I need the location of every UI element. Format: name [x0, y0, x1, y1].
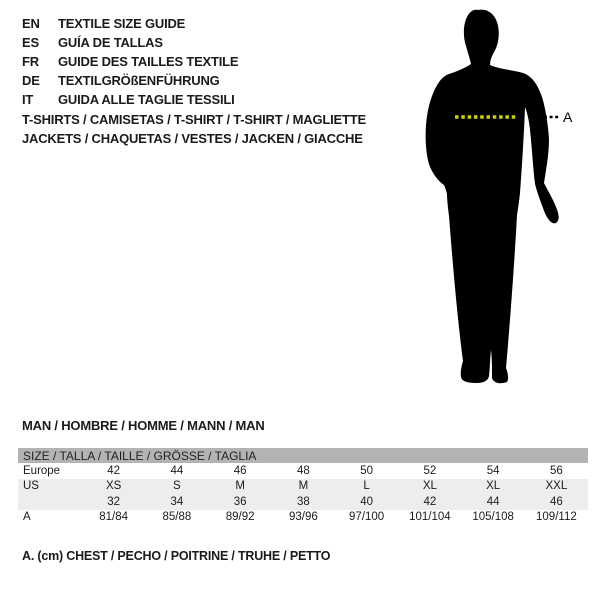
size-table-row [18, 510, 588, 526]
size-table-rows [18, 463, 588, 525]
language-code: ES [22, 35, 39, 50]
measure-label-a: A [563, 109, 573, 125]
size-value-cell: 105/108 [472, 511, 514, 524]
category-line: T-SHIRTS / CAMISETAS / T-SHIRT / T-SHIRT / MAGLIETTE [22, 112, 366, 127]
size-value-cell: XXL [545, 480, 568, 493]
language-label: TEXTILE SIZE GUIDE [58, 16, 186, 31]
category-list [22, 110, 366, 148]
size-value-cell: 109/112 [536, 511, 577, 524]
man-silhouette-svg [395, 0, 600, 410]
category-line: JACKETS / CHAQUETAS / VESTES / JACKEN / GIACCHE [22, 131, 363, 146]
size-value-cell: 36 [233, 495, 247, 508]
language-code: IT [22, 92, 34, 107]
size-value-cell: XL [486, 480, 501, 493]
language-list [22, 14, 238, 109]
size-value-cell: 42 [107, 464, 121, 477]
size-value-cell: 101/104 [409, 511, 451, 524]
size-value-cell: 44 [486, 495, 500, 508]
size-value-cell: 42 [423, 495, 437, 508]
language-row [22, 14, 238, 33]
size-row-label: A [23, 511, 31, 524]
size-table-row [18, 463, 588, 479]
language-label: TEXTILGRÖßENFÜHRUNG [58, 73, 220, 88]
size-value-cell: S [173, 480, 181, 493]
size-value-cell: 48 [296, 464, 310, 477]
language-row [22, 90, 238, 109]
language-label: GUIDE DES TAILLES TEXTILE [58, 54, 239, 69]
man-silhouette [426, 10, 559, 384]
size-value-cell: 85/88 [162, 511, 192, 524]
size-table-row [18, 494, 588, 510]
language-row [22, 33, 238, 52]
size-value-cell: 32 [107, 495, 121, 508]
size-value-cell: 89/92 [225, 511, 255, 524]
size-value-cell: 44 [170, 464, 184, 477]
size-table-row [18, 479, 588, 495]
size-value-cell: 34 [170, 495, 184, 508]
size-value-cell: 54 [486, 464, 500, 477]
size-value-cell: XL [422, 480, 437, 493]
size-value-cell: 93/96 [288, 511, 318, 524]
size-value-cell: M [298, 480, 309, 493]
size-value-cell: 50 [360, 464, 374, 477]
size-value-cell: 81/84 [99, 511, 129, 524]
size-value-cell: L [363, 480, 370, 493]
size-value-cell: 52 [423, 464, 437, 477]
section-heading: MAN / HOMBRE / HOMME / MANN / MAN [22, 418, 265, 433]
language-code: DE [22, 73, 40, 88]
language-label: GUÍA DE TALLAS [58, 35, 163, 50]
size-table-header: SIZE / TALLA / TAILLE / GRÖSSE / TAGLIA [18, 448, 588, 463]
man-figure [395, 0, 600, 410]
size-value-cell: 46 [233, 464, 247, 477]
size-value-cell: 97/100 [349, 511, 385, 524]
size-value-cell: M [235, 480, 245, 493]
size-value-cell: 56 [549, 464, 563, 477]
size-value-cell: 38 [296, 495, 310, 508]
language-code: EN [22, 16, 40, 31]
size-value-cell: XS [105, 480, 122, 493]
language-row [22, 71, 238, 90]
size-table [18, 448, 588, 525]
language-label: GUIDA ALLE TAGLIE TESSILI [58, 92, 235, 107]
language-code: FR [22, 54, 39, 69]
language-row [22, 52, 238, 71]
size-row-label: Europe [23, 464, 61, 477]
size-value-cell: 46 [549, 495, 563, 508]
size-value-cell: 40 [360, 495, 374, 508]
size-row-label: US [23, 480, 39, 493]
measurement-footnote: A. (cm) CHEST / PECHO / POITRINE / TRUHE / PETTO [22, 549, 331, 563]
